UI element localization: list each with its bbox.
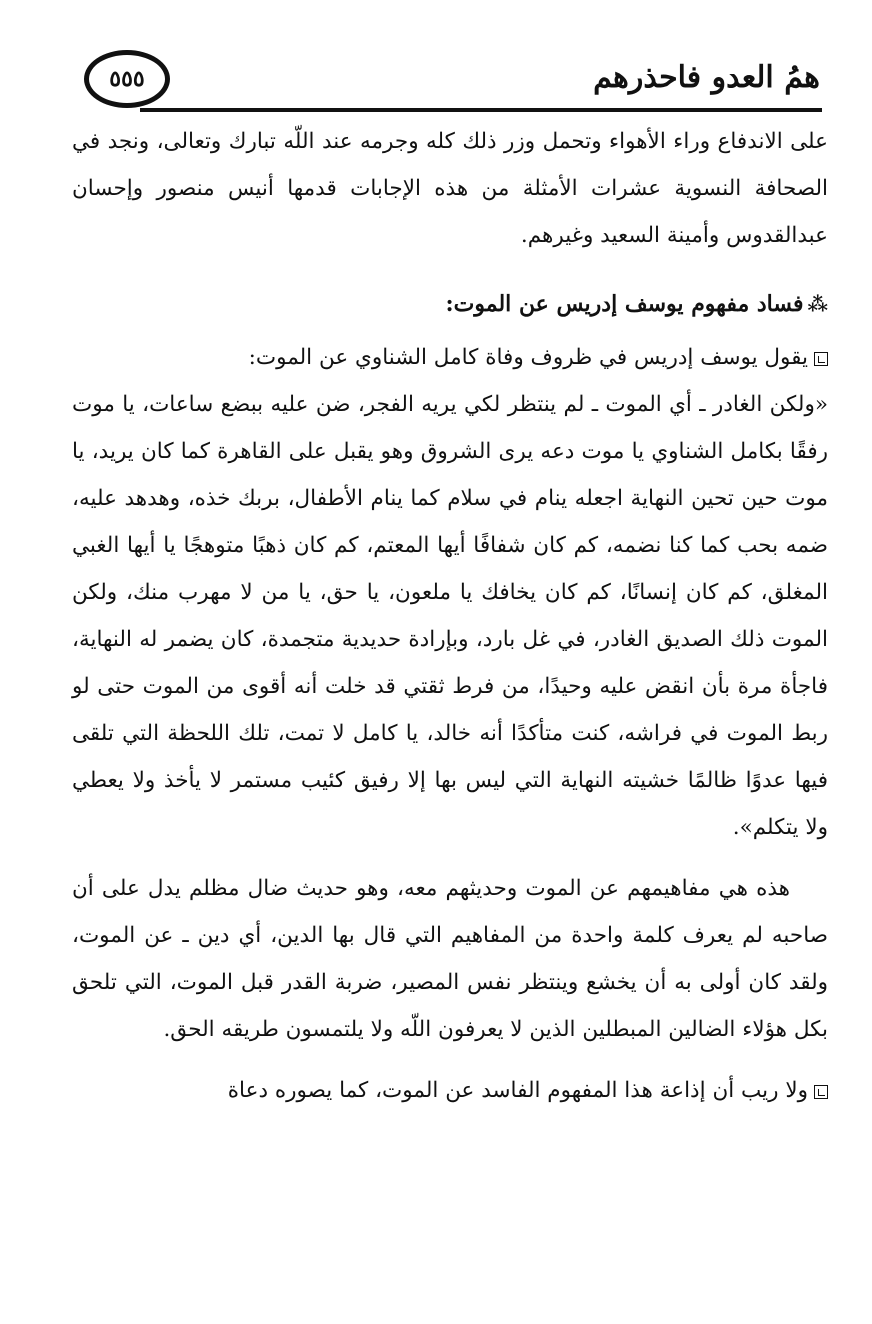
paragraph-2-text: يقول يوسف إدريس في ظروف وفاة كامل الشناوي عن الموت:: [248, 345, 808, 370]
running-title: همُ العدو فاحذرهم: [593, 60, 820, 95]
paragraph-4: [72, 1067, 828, 1114]
paragraph-4-text: ولا ريب أن إذاعة هذا المفهوم الفاسد عن الموت، كما يصوره دعاة: [227, 1078, 808, 1103]
paragraph-3: هذه هي مفاهيمهم عن الموت وحديثهم معه، وهو حديث ضال مظلم يدل على أن صاحبه لم يعرف كلمة واحدة من المفاهيم التي قال بها الدين، أي دين ـ عن الموت، ولقد كان أولى به أن يخشع وينتظر نفس المصير، ضربة القدر قبل الموت، التي تلحق بكل هؤلاء الضالين المبطلين الذين لا يعرفون اللّه ولا يلتمسون طريقه الحق.: [72, 876, 828, 1042]
paragraph-1: على الاندفاع وراء الأهواء وتحمل وزر ذلك كله وجرمه عند اللّه تبارك وتعالى، ونجد في الصحافة النسوية عشرات الأمثلة من هذه الإجابات قدمها أنيس منصور وإحسان عبدالقدوس وأمينة السعيد وغيرهم.: [72, 129, 828, 248]
paragraph-2: [72, 334, 828, 381]
page-header: [0, 0, 872, 130]
page-body: [72, 118, 828, 1114]
paragraph-marker-icon: [814, 1085, 828, 1099]
quotation: «ولكن الغادر ـ أي الموت ـ لم ينتظر لكي يريه الفجر، ضن عليه ببضع ساعات، يا موت رفقًا بكامل الشناوي يا موت دعه يرى الشروق وهو يقبل على القاهرة كما كان يريد، يا موت حين تحين النهاية اجعله ينام في سلام كما ينام الأطفال، بربك خذه، وهدهد عليه، ضمه بحب كما كنا نضمه، كم كان شفافًا أيها المعتم، كم كان ذهبًا متوهجًا يا أيها الغبي المغلق، كم كان إنسانًا، كم كان يخافك يا ملعون، يا حق، يا من لا مهرب منك، ولكن الموت ذلك الصديق الغادر، في غل بارد، وبإرادة حديدية متجمدة، كان يضمر له النهاية، فاجأة مرة بأن انقض عليه وحيدًا، من فرط ثقتي قد خلت أنه أقوى من الموت حتى لو ربط الموت في فراشه، كنت متأكدًا أنه خالد، يا كامل لا تمت، تلك اللحظة التي تلقى فيها عدوًا ظالمًا خشيته النهاية التي ليس بها إلا رفيق كئيب مستمر لا يأخذ ولا يعطي ولا يتكلم».: [72, 392, 828, 840]
header-divider: [140, 108, 822, 112]
section-heading-text: فساد مفهوم يوسف إدريس عن الموت:: [445, 291, 804, 317]
paragraph-marker-icon: [814, 352, 828, 366]
page-number-text: ٥٥٥: [109, 66, 145, 92]
page-number: [84, 50, 170, 108]
asterism-icon: ⁂: [807, 292, 828, 316]
section-heading: [72, 281, 828, 328]
